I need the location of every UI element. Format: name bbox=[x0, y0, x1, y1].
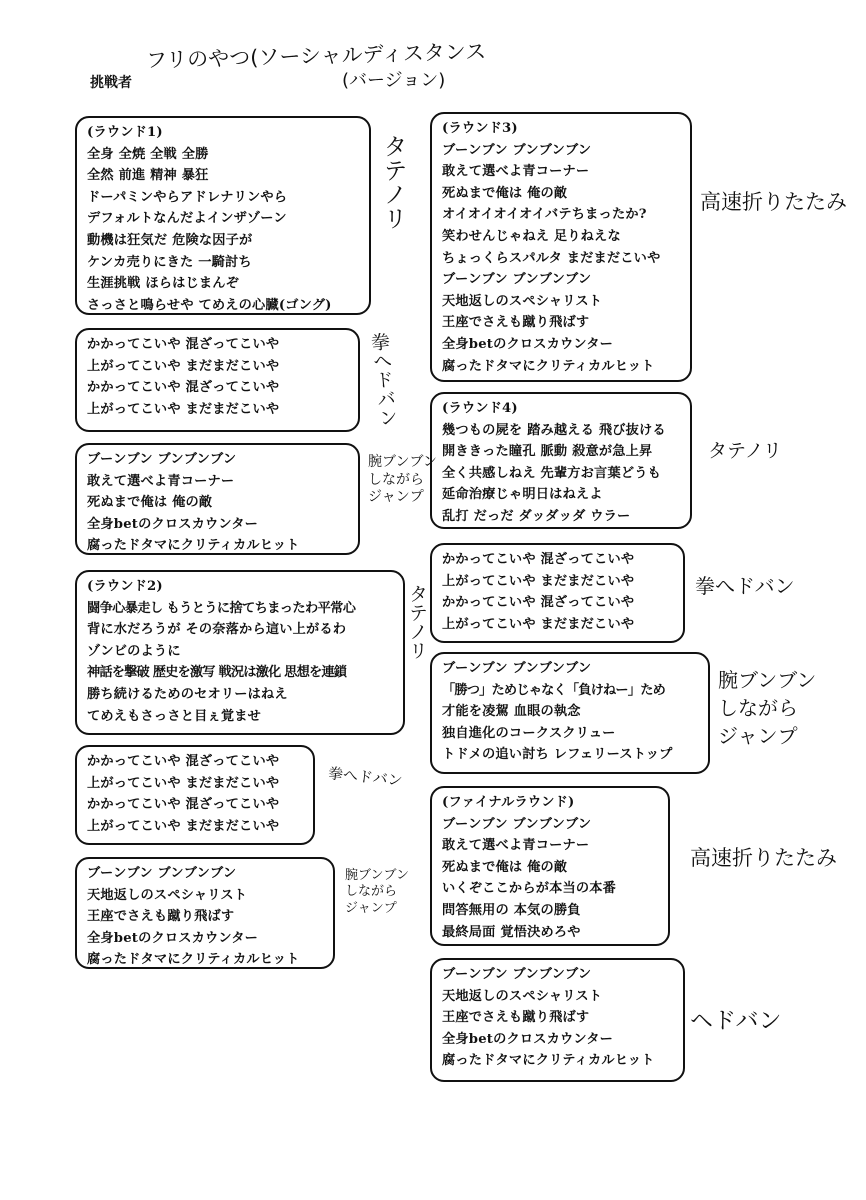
lyric-line: 問答無用の 本気の勝負 bbox=[442, 902, 581, 918]
lyric-line: 敢えて選べよ青コーナー bbox=[442, 164, 590, 180]
lyric-line: ケンカ売りにきた 一騎討ち bbox=[87, 254, 252, 270]
lyric-line: 生涯挑戦 ほらはじまんぞ bbox=[87, 276, 240, 292]
lyric-line: 全身betのクロスカウンター bbox=[87, 930, 259, 946]
lyric-line: 腐ったドタマにクリティカルヒット bbox=[442, 358, 655, 374]
lyric-line: 敢えて選べよ青コーナー bbox=[87, 473, 235, 489]
lyric-line: (ラウンド2) bbox=[87, 579, 163, 594]
lyric-block-round3 bbox=[430, 112, 692, 382]
lyric-line: ブーンブン ブンブンブン bbox=[442, 661, 592, 676]
lyric-line: 動機は狂気だ 危険な因子が bbox=[87, 232, 253, 248]
lyric-line: 全然 前進 精神 暴狂 bbox=[87, 168, 209, 184]
challenger-label: 挑戦者 bbox=[90, 75, 132, 91]
lyric-line: 上がってこいや まだまだこいや bbox=[87, 818, 280, 834]
note-line: ジャンプ bbox=[718, 724, 798, 748]
lyric-line: オイオイオイオイバテちまったか? bbox=[442, 207, 647, 223]
title-version-handwritten: (バージョン) bbox=[342, 70, 446, 91]
lyric-line: 「勝つ」ためじゃなく「負けねー」ため bbox=[442, 682, 665, 698]
note-arm-jump-3 bbox=[718, 666, 816, 750]
note-fist-headbang-2: 拳へドバン bbox=[327, 764, 404, 790]
lyric-block-chorus-3 bbox=[430, 543, 685, 643]
lyric-line: 上がってこいや まだまだこいや bbox=[87, 358, 280, 374]
lyric-line: (ラウンド1) bbox=[87, 125, 163, 140]
note-line: 腕ブンブン bbox=[718, 668, 817, 692]
lyric-line: てめえもさっさと目ぇ覚ませ bbox=[87, 708, 262, 724]
lyric-line: 開ききった瞳孔 脈動 殺意が急上昇 bbox=[442, 444, 653, 460]
lyric-line: ちょっくらスパルタ まだまだこいや bbox=[442, 250, 661, 266]
lyric-line: ブーンブン ブンブンブン bbox=[442, 272, 592, 288]
lyric-line: 上がってこいや まだまだこいや bbox=[442, 573, 635, 589]
lyric-block-chorus-2 bbox=[75, 745, 315, 845]
lyric-line: 天地返しのスペシャリスト bbox=[87, 887, 248, 903]
lyric-line: かかってこいや 混ざってこいや bbox=[442, 595, 635, 611]
note-fist-headbang-3: 拳へドバン bbox=[695, 574, 795, 598]
lyric-block-chorus-1 bbox=[75, 328, 360, 432]
title-handwritten: フリのやつ(ソーシャルディスタンス bbox=[145, 39, 487, 73]
lyric-line: 神話を撃破 歴史を激写 戦況は激化 思想を連鎖 bbox=[87, 665, 347, 681]
lyric-line: 闘争心暴走し もうとうに捨てちまったわ平常心 bbox=[87, 600, 356, 616]
note-line: 腕ブンブン bbox=[368, 454, 437, 470]
lyric-line: かかってこいや 混ざってこいや bbox=[87, 754, 280, 769]
lyric-block-boonboon-2 bbox=[75, 857, 335, 969]
lyric-line: 腐ったドタマにクリティカルヒット bbox=[442, 1053, 655, 1069]
note-tatenori-1: タテノリ bbox=[379, 134, 407, 230]
lyric-line: 死ぬまで俺は 俺の敵 bbox=[442, 185, 568, 201]
note-tatenori-3: タテノリ bbox=[708, 440, 782, 462]
lyric-block-boonboon-1 bbox=[75, 443, 360, 555]
note-arm-jump-2 bbox=[345, 868, 409, 917]
lyric-line: トドメの追い討ち レフェリーストップ bbox=[442, 747, 673, 763]
note-line: しながら bbox=[718, 696, 798, 720]
note-line: ジャンプ bbox=[368, 489, 424, 505]
lyric-line: ゾンビのように bbox=[87, 643, 181, 659]
lyric-line: 死ぬまで俺は 俺の敵 bbox=[87, 495, 213, 511]
lyric-line: 背に水だろうが その奈落から這い上がるわ bbox=[87, 622, 347, 638]
lyric-line: ブーンブン ブンブンブン bbox=[442, 816, 592, 832]
lyric-line: 上がってこいや まだまだこいや bbox=[442, 616, 635, 632]
lyric-line: 笑わせんじゃねえ 足りねえな bbox=[442, 228, 621, 244]
lyric-block-round4 bbox=[430, 392, 692, 529]
lyric-line: 乱打 だっだ ダッダッダ ウラー bbox=[442, 508, 631, 524]
note-line: しながら bbox=[345, 884, 398, 900]
lyric-line: ドーパミンやらアドレナリンやら bbox=[87, 189, 288, 205]
note-fist-headbang-1: 拳へドバン bbox=[367, 331, 399, 428]
lyric-line: 最終局面 覚悟決めろや bbox=[442, 924, 581, 940]
note-tatenori-2: タテノリ bbox=[406, 584, 428, 660]
lyric-line: かかってこいや 混ざってこいや bbox=[442, 552, 635, 567]
lyric-line: 王座でさえも蹴り飛ばす bbox=[442, 315, 590, 331]
lyric-line: かかってこいや 混ざってこいや bbox=[87, 337, 280, 352]
lyric-line: (ラウンド4) bbox=[442, 401, 518, 416]
lyric-line: 独自進化のコークスクリュー bbox=[442, 725, 616, 741]
lyric-line: 死ぬまで俺は 俺の敵 bbox=[442, 859, 568, 875]
note-arm-jump-1 bbox=[368, 454, 437, 507]
lyric-block-boonboon-4 bbox=[430, 958, 685, 1082]
lyric-line: 腐ったドタマにクリティカルヒット bbox=[87, 952, 300, 968]
lyric-line: デフォルトなんだよインザゾーン bbox=[87, 211, 287, 227]
lyric-line: さっさと鳴らせや てめえの心臓(ゴング) bbox=[87, 297, 332, 313]
lyric-line: 上がってこいや まだまだこいや bbox=[87, 401, 280, 417]
lyric-line: 上がってこいや まだまだこいや bbox=[87, 775, 280, 791]
lyric-line: ブーンブン ブンブンブン bbox=[442, 967, 592, 982]
lyric-line: ブーンブン ブンブンブン bbox=[442, 142, 592, 158]
note-line: 腕ブンブン bbox=[345, 868, 409, 883]
lyric-line: 全身betのクロスカウンター bbox=[442, 1031, 614, 1047]
lyric-line: 全身betのクロスカウンター bbox=[87, 516, 259, 532]
note-line: ジャンプ bbox=[345, 900, 397, 916]
lyric-line: 全く共感しねえ 先輩方お言葉どうも bbox=[442, 465, 661, 481]
note-line: しながら bbox=[368, 471, 424, 488]
lyric-line: 勝ち続けるためのセオリーはねえ bbox=[87, 686, 288, 702]
lyric-line: 王座でさえも蹴り飛ばす bbox=[442, 1010, 590, 1026]
lyric-block-round1 bbox=[75, 116, 371, 315]
lyric-line: 全身betのクロスカウンター bbox=[442, 336, 614, 352]
lyric-line: (ファイナルラウンド) bbox=[442, 795, 575, 810]
lyric-block-boonboon-3 bbox=[430, 652, 710, 774]
lyric-block-round2 bbox=[75, 570, 405, 735]
lyric-line: 王座でさえも蹴り飛ばす bbox=[87, 909, 235, 925]
lyric-line: かかってこいや 混ざってこいや bbox=[87, 380, 280, 396]
note-headbang: ヘドバン bbox=[690, 1008, 782, 1034]
lyric-line: ブーンブン ブンブンブン bbox=[87, 866, 237, 881]
lyric-line: 延命治療じゃ明日はねえよ bbox=[442, 487, 603, 503]
lyric-line: かかってこいや 混ざってこいや bbox=[87, 797, 280, 813]
lyric-line: ブーンブン ブンブンブン bbox=[87, 452, 237, 467]
lyric-line: いくぞここからが本当の本番 bbox=[442, 881, 617, 897]
lyric-line: 天地返しのスペシャリスト bbox=[442, 988, 603, 1004]
lyric-line: 天地返しのスペシャリスト bbox=[442, 293, 603, 309]
lyric-line: 全身 全焼 全戦 全勝 bbox=[87, 146, 209, 162]
lyric-line: 腐ったドタマにクリティカルヒット bbox=[87, 538, 300, 554]
lyric-line: (ラウンド3) bbox=[442, 121, 518, 136]
lyric-block-final-round bbox=[430, 786, 670, 946]
note-fast-fold-1: 高速折りたたみ bbox=[700, 190, 847, 214]
lyric-line: 才能を凌駕 血眼の執念 bbox=[442, 704, 581, 720]
lyric-line: 敢えて選べよ青コーナー bbox=[442, 838, 590, 854]
lyric-line: 幾つもの屍を 踏み越える 飛び抜ける bbox=[442, 422, 666, 438]
note-fast-fold-2: 高速折りたたみ bbox=[690, 846, 837, 870]
